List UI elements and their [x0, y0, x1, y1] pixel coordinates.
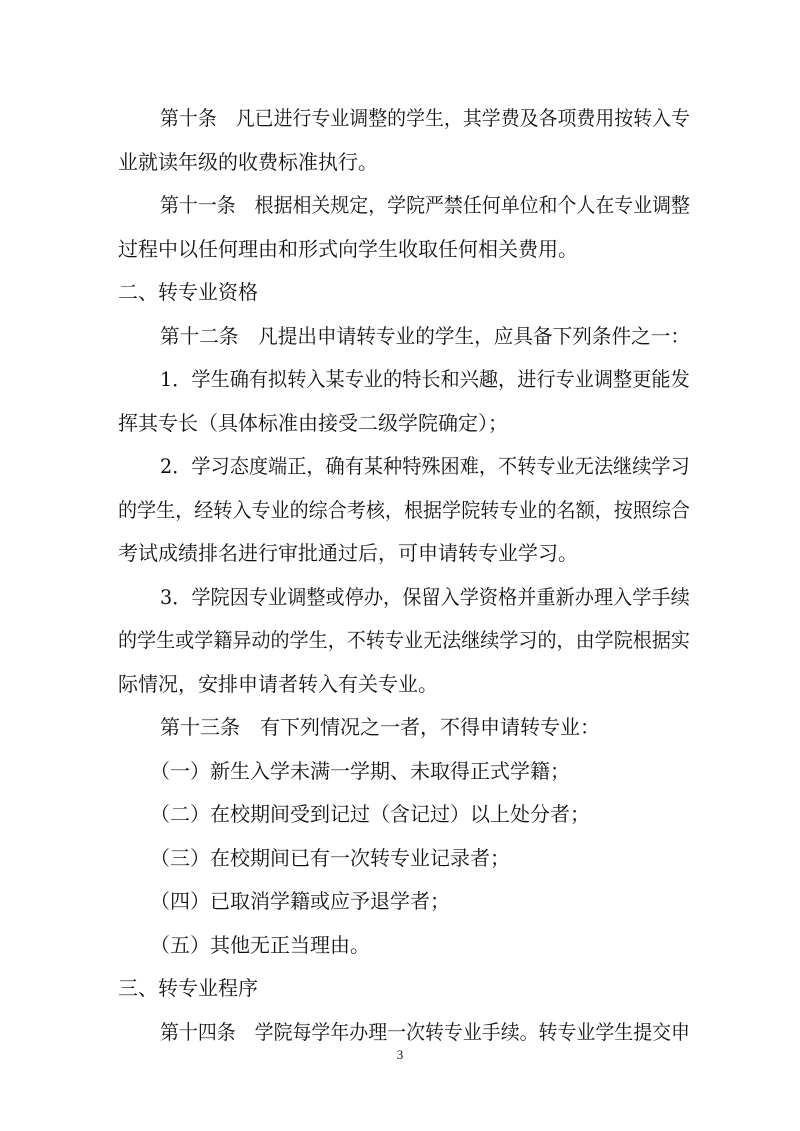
document-page: 第十条 凡已进行专业调整的学生，其学费及各项费用按转入专 业就读年级的收费标准执行。 第十一条 根据相关规定，学院严禁任何单位和个人在专业调整 过程中以任何理由和形式向学生收取任何相关费用。 二、转专业资格 第十二条 凡提出申请转专业的学生，应具备下列条件之一： 1．学生确有拟转入某专业的特长和兴趣，进行专业调整更能发 挥其专长（具体标准由接受二级学院确定）； 2．学习态度端正，确有某种特殊困难，不转专业无法继续学习 的学生，经转入专业的综合考核，根据学院转专业的名额，按照综合 考试成绩排名进行审批通过后，可申请转专业学习。 3．学院因专业调整或停办，保留入学资格并重新办理入学手续 的学生或学籍异动的学生，不转专业无法继续学习的，由学院根据实 际情况，安排申请者转入有关专业。 第十三条 有下列情况之一者，不得申请转专业： （一）新生入学未满一学期、未取得正式学籍； （二）在校期间受到记过（含记过）以上处分者； （三）在校期间已有一次转专业记录者； （四）已取消学籍或应予退学者； （五）其他无正当理由。 三、转专业程序 第十四条 学院每学年办理一次转专业手续。转专业学生提交申 3	[0, 0, 800, 1131]
page-number: 3	[396, 1047, 404, 1062]
